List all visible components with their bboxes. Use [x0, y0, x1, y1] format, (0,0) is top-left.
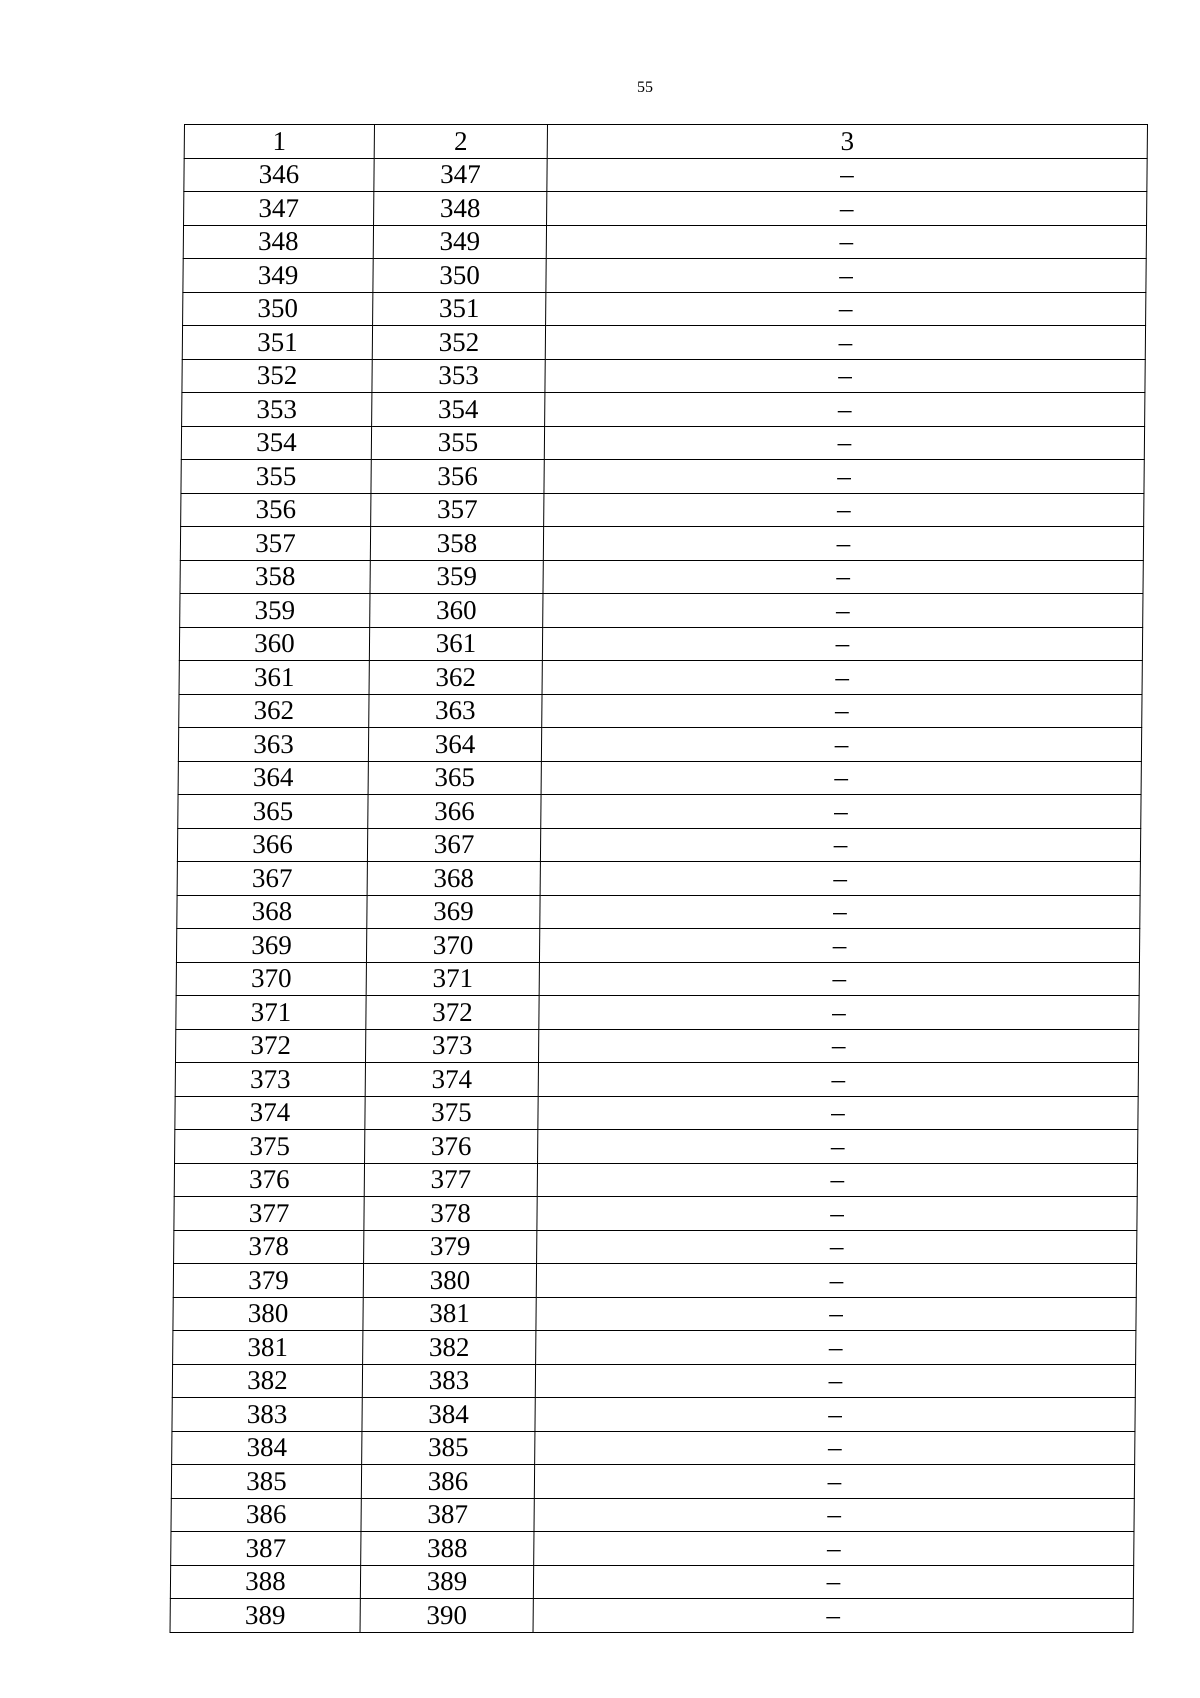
table-cell-col2: 375	[365, 1096, 538, 1130]
table-row	[172, 1431, 1135, 1465]
table-row	[178, 795, 1141, 829]
table-cell-col1: 379	[173, 1264, 363, 1298]
table-cell-col3: –	[536, 1331, 1136, 1365]
table-cell-col2: 373	[365, 1029, 538, 1063]
table-cell-col2: 354	[372, 393, 545, 427]
table-cell-col3: –	[538, 1063, 1138, 1097]
table-cell-col1: 388	[170, 1565, 360, 1599]
table-cell-col2: 357	[371, 493, 544, 527]
table-cell-col3: –	[546, 225, 1146, 259]
table-cell-col2: 360	[370, 594, 543, 628]
table-cell-col1: 377	[174, 1197, 364, 1231]
table-cell-col1: 355	[181, 460, 371, 494]
table-cell-col2: 390	[360, 1599, 533, 1633]
table-row	[177, 895, 1140, 929]
table-cell-col1: 387	[171, 1532, 361, 1566]
table-cell-col1: 370	[176, 962, 366, 996]
table-cell-col2: 356	[371, 460, 544, 494]
table-cell-col2: 377	[364, 1163, 537, 1197]
table-header	[184, 125, 1147, 159]
table-cell-col2: 363	[369, 694, 542, 728]
table-cell-col2: 368	[367, 862, 540, 896]
table-cell-col3: –	[541, 795, 1141, 829]
table-row	[175, 1063, 1138, 1097]
table-row	[181, 460, 1144, 494]
table-cell-col1: 383	[172, 1398, 362, 1432]
table-cell-col2: 361	[369, 627, 542, 661]
table-cell-col2: 374	[365, 1063, 538, 1097]
table-cell-col1: 357	[180, 527, 370, 561]
table-cell-col1: 367	[177, 862, 367, 896]
table-row	[173, 1297, 1136, 1331]
table-cell-col2: 382	[363, 1331, 536, 1365]
table-row	[178, 761, 1141, 795]
table-row	[177, 862, 1140, 896]
table-cell-col3: –	[533, 1599, 1133, 1633]
table-cell-col2: 355	[371, 426, 544, 460]
header-row	[184, 125, 1147, 159]
table-row	[178, 728, 1141, 762]
table-row	[170, 1599, 1133, 1633]
table-cell-col2: 380	[363, 1264, 536, 1298]
table-row	[175, 1130, 1138, 1164]
table-cell-col3: –	[536, 1264, 1136, 1298]
table-row	[172, 1398, 1135, 1432]
table-cell-col3: –	[536, 1297, 1136, 1331]
table-cell-col1: 353	[182, 393, 372, 427]
table-cell-col3: –	[538, 1029, 1138, 1063]
table-row	[171, 1498, 1134, 1532]
table-cell-col2: 384	[362, 1398, 535, 1432]
table-cell-col3: –	[544, 460, 1144, 494]
table-cell-col2: 379	[364, 1230, 537, 1264]
header-cell-3: 3	[547, 125, 1147, 159]
table-cell-col1: 363	[178, 728, 368, 762]
table-row	[184, 192, 1147, 226]
table-cell-col1: 369	[176, 929, 366, 963]
table-cell-col1: 346	[184, 158, 374, 192]
table-cell-col1: 384	[172, 1431, 362, 1465]
table-cell-col2: 387	[361, 1498, 534, 1532]
table-cell-col3: –	[535, 1431, 1135, 1465]
table-cell-col3: –	[543, 560, 1143, 594]
table-cell-col1: 375	[175, 1130, 365, 1164]
table-cell-col2: 352	[372, 326, 545, 360]
table-row	[176, 929, 1139, 963]
table-row	[173, 1264, 1136, 1298]
data-table	[170, 124, 1148, 1633]
table-row	[183, 259, 1146, 293]
table-cell-col1: 371	[176, 996, 366, 1030]
table-cell-col2: 371	[366, 962, 539, 996]
table-cell-col3: –	[547, 158, 1147, 192]
table-row	[175, 1029, 1138, 1063]
table-cell-col3: –	[534, 1465, 1134, 1499]
table-row	[181, 493, 1144, 527]
table-cell-col2: 389	[360, 1565, 533, 1599]
table-cell-col3: –	[534, 1498, 1134, 1532]
table-cell-col3: –	[533, 1565, 1133, 1599]
table-cell-col2: 359	[370, 560, 543, 594]
header-cell-1: 1	[184, 125, 374, 159]
table-cell-col1: 351	[182, 326, 372, 360]
table-row	[179, 627, 1142, 661]
table-cell-col3: –	[535, 1398, 1135, 1432]
table-cell-col1: 365	[178, 795, 368, 829]
table-cell-col2: 372	[366, 996, 539, 1030]
table-row	[182, 326, 1145, 360]
table-cell-col1: 358	[180, 560, 370, 594]
table-cell-col3: –	[540, 862, 1140, 896]
table-cell-col1: 376	[174, 1163, 364, 1197]
table-cell-col1: 359	[180, 594, 370, 628]
table-cell-col3: –	[544, 426, 1144, 460]
table-row	[176, 962, 1139, 996]
table-cell-col1: 368	[177, 895, 367, 929]
table-body	[170, 158, 1147, 1632]
table-cell-col2: 369	[367, 895, 540, 929]
table-cell-col2: 347	[374, 158, 547, 192]
table-cell-col3: –	[535, 1364, 1135, 1398]
table-cell-col1: 349	[183, 259, 373, 293]
table-cell-col3: –	[547, 192, 1147, 226]
page-number: 55	[637, 79, 653, 96]
table-cell-col1: 361	[179, 661, 369, 695]
table-cell-col1: 352	[182, 359, 372, 393]
table-cell-col3: –	[541, 761, 1141, 795]
table-cell-col3: –	[543, 594, 1143, 628]
table-cell-col1: 362	[179, 694, 369, 728]
table-cell-col2: 351	[373, 292, 546, 326]
table-cell-col3: –	[539, 996, 1139, 1030]
table-row	[180, 594, 1143, 628]
table-cell-col2: 385	[362, 1431, 535, 1465]
table-row	[174, 1163, 1137, 1197]
table-cell-col3: –	[546, 292, 1146, 326]
table-cell-col1: 378	[174, 1230, 364, 1264]
table-cell-col3: –	[538, 1130, 1138, 1164]
table-cell-col3: –	[537, 1197, 1137, 1231]
table-cell-col3: –	[539, 929, 1139, 963]
table-row	[179, 694, 1142, 728]
table-cell-col3: –	[534, 1532, 1134, 1566]
table-cell-col3: –	[546, 259, 1146, 293]
table-cell-col3: –	[540, 895, 1140, 929]
table-row	[180, 560, 1143, 594]
table-cell-col2: 364	[368, 728, 541, 762]
table-cell-col3: –	[541, 728, 1141, 762]
table-cell-col1: 347	[184, 192, 374, 226]
table-cell-col1: 381	[173, 1331, 363, 1365]
table-cell-col1: 348	[183, 225, 373, 259]
table-cell-col2: 349	[373, 225, 546, 259]
table-row	[173, 1331, 1136, 1365]
table-row	[181, 426, 1144, 460]
table-row	[184, 158, 1147, 192]
table-cell-col3: –	[542, 694, 1142, 728]
table-row	[176, 996, 1139, 1030]
table-row	[182, 393, 1145, 427]
table-row	[172, 1364, 1135, 1398]
table-cell-col2: 386	[361, 1465, 534, 1499]
table-cell-col2: 350	[373, 259, 546, 293]
table-cell-col3: –	[537, 1230, 1137, 1264]
table-cell-col3: –	[537, 1163, 1137, 1197]
table-row	[171, 1532, 1134, 1566]
table-row	[177, 828, 1140, 862]
table-cell-col1: 364	[178, 761, 368, 795]
table-row	[183, 225, 1146, 259]
table-cell-col1: 356	[181, 493, 371, 527]
table-row	[174, 1197, 1137, 1231]
table-cell-col1: 385	[171, 1465, 361, 1499]
table-row	[170, 1565, 1133, 1599]
table-cell-col1: 366	[177, 828, 367, 862]
table-cell-col2: 376	[365, 1130, 538, 1164]
table-cell-col2: 383	[362, 1364, 535, 1398]
table-cell-col3: –	[545, 326, 1145, 360]
table-cell-col1: 374	[175, 1096, 365, 1130]
table-cell-col2: 353	[372, 359, 545, 393]
table-cell-col2: 381	[363, 1297, 536, 1331]
table-cell-col1: 350	[183, 292, 373, 326]
table-row	[175, 1096, 1138, 1130]
table-cell-col1: 386	[171, 1498, 361, 1532]
table-row	[182, 359, 1145, 393]
table-cell-col2: 370	[366, 929, 539, 963]
table-cell-col2: 358	[370, 527, 543, 561]
table-cell-col1: 372	[175, 1029, 365, 1063]
table-cell-col2: 348	[374, 192, 547, 226]
table-cell-col1: 354	[181, 426, 371, 460]
table-row	[171, 1465, 1134, 1499]
table-cell-col3: –	[538, 1096, 1138, 1130]
table-cell-col3: –	[545, 393, 1145, 427]
table-cell-col2: 378	[364, 1197, 537, 1231]
table-cell-col3: –	[543, 527, 1143, 561]
table-cell-col1: 360	[179, 627, 369, 661]
table-row	[180, 527, 1143, 561]
table-cell-col1: 380	[173, 1297, 363, 1331]
table-cell-col2: 362	[369, 661, 542, 695]
table-cell-col1: 373	[175, 1063, 365, 1097]
table-row	[183, 292, 1146, 326]
table-cell-col2: 365	[368, 761, 541, 795]
header-cell-2: 2	[374, 125, 547, 159]
table-cell-col2: 366	[368, 795, 541, 829]
table-cell-col3: –	[539, 962, 1139, 996]
table-cell-col2: 367	[367, 828, 540, 862]
table-cell-col3: –	[545, 359, 1145, 393]
table-cell-col3: –	[544, 493, 1144, 527]
table-row	[179, 661, 1142, 695]
table-cell-col3: –	[542, 627, 1142, 661]
table-row	[174, 1230, 1137, 1264]
table-cell-col3: –	[542, 661, 1142, 695]
table-cell-col1: 382	[172, 1364, 362, 1398]
table-cell-col2: 388	[361, 1532, 534, 1566]
table-cell-col3: –	[540, 828, 1140, 862]
table-cell-col1: 389	[170, 1599, 360, 1633]
